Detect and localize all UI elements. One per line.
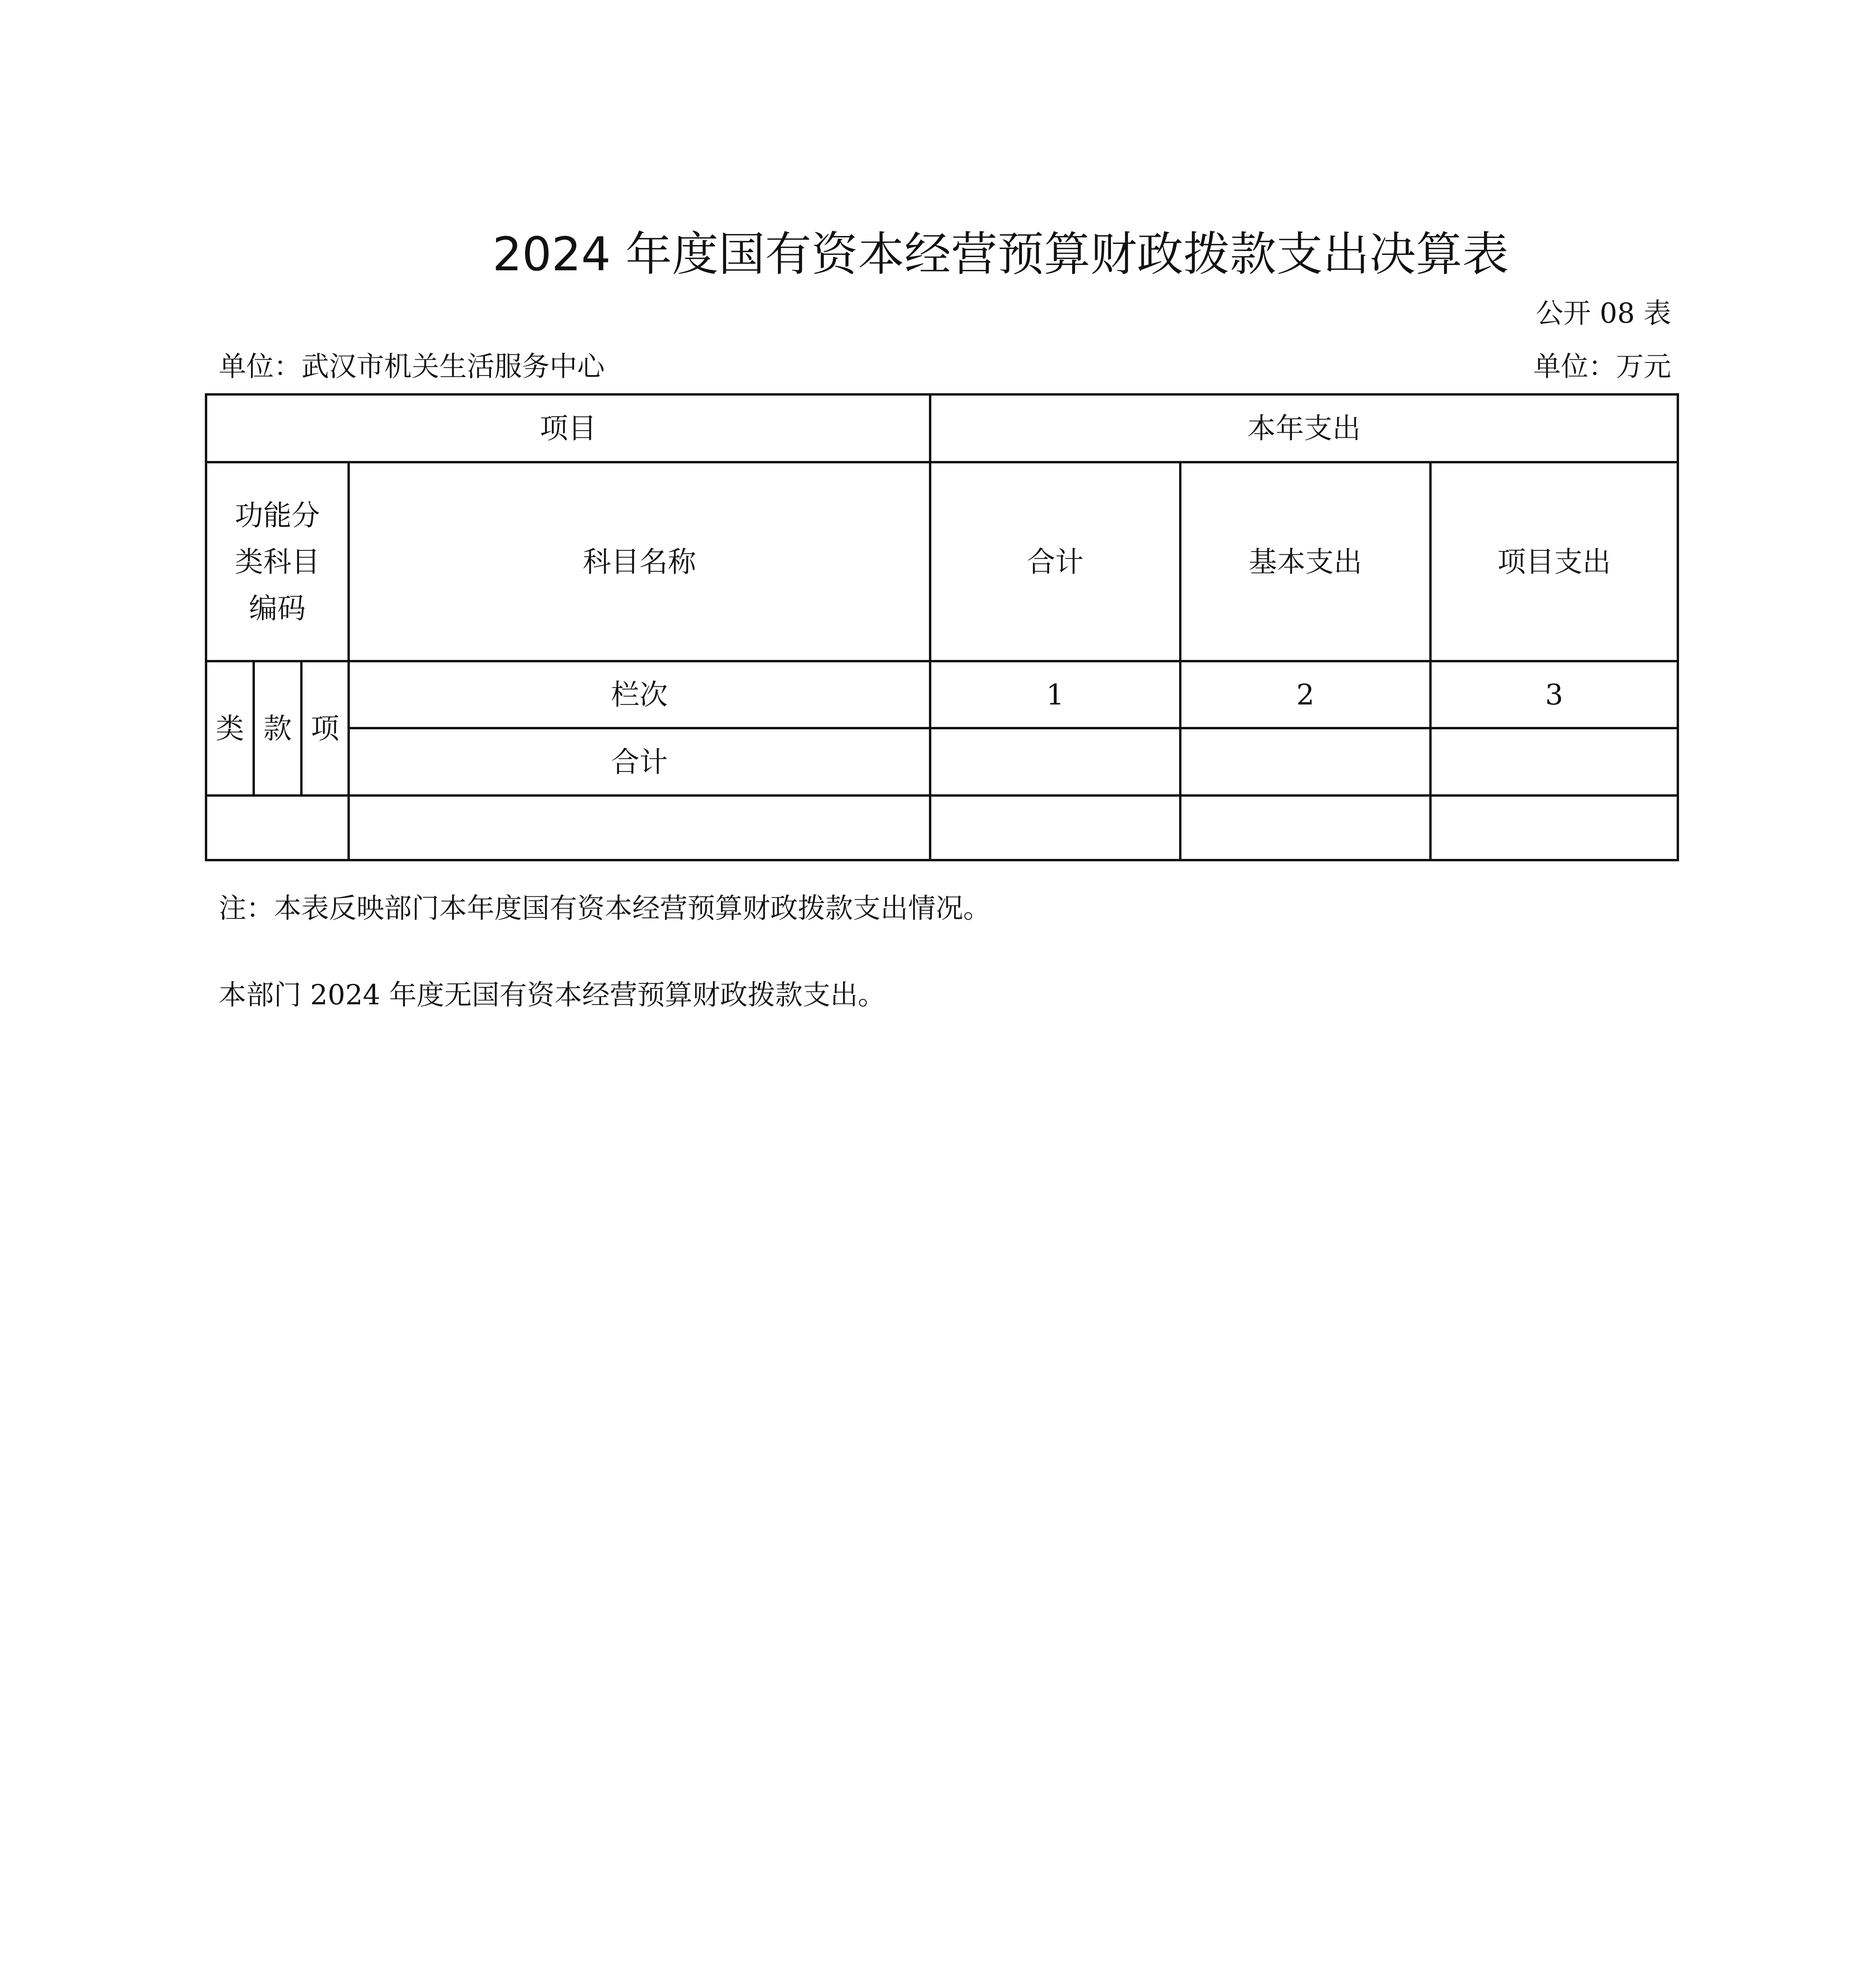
header-item: 项目 [205, 393, 929, 461]
header-project-spending: 项目支出 [1429, 461, 1679, 660]
header-section: 款 [253, 660, 300, 794]
blank-cell-name [347, 794, 929, 861]
row-column-number-label: 栏次 [347, 660, 929, 727]
form-number: 公开 08 表 [1536, 297, 1671, 329]
total-value-project [1429, 727, 1679, 794]
no-spending-statement: 本部门 2024 年度无国有资本经营预算财政拨款支出。 [219, 979, 886, 1011]
header-year-spending: 本年支出 [929, 393, 1679, 461]
total-value-basic [1179, 727, 1429, 794]
header-subject-name: 科目名称 [347, 461, 929, 660]
header-basic-spending: 基本支出 [1179, 461, 1429, 660]
unit-organization: 单位：武汉市机关生活服务中心 [219, 350, 605, 383]
blank-cell-basic [1179, 794, 1429, 861]
column-number-2: 2 [1179, 660, 1429, 727]
unit-currency: 单位：万元 [1533, 350, 1671, 383]
row-total-label: 合计 [347, 727, 929, 794]
blank-cell-project [1429, 794, 1679, 861]
header-item-level: 项 [300, 660, 347, 794]
column-number-3: 3 [1429, 660, 1679, 727]
blank-cell-total [929, 794, 1179, 861]
blank-cell-code [205, 794, 347, 861]
total-value-total [929, 727, 1179, 794]
column-number-1: 1 [929, 660, 1179, 727]
header-total: 合计 [929, 461, 1179, 660]
table-note: 注：本表反映部门本年度国有资本经营预算财政拨款支出情况。 [219, 892, 991, 924]
page-title: 2024 年度国有资本经营预算财政拨款支出决算表 [492, 227, 1509, 281]
header-category: 类 [205, 660, 253, 794]
header-function-code: 功能分类科目编码 [205, 461, 347, 660]
budget-expenditure-table [205, 393, 1679, 861]
